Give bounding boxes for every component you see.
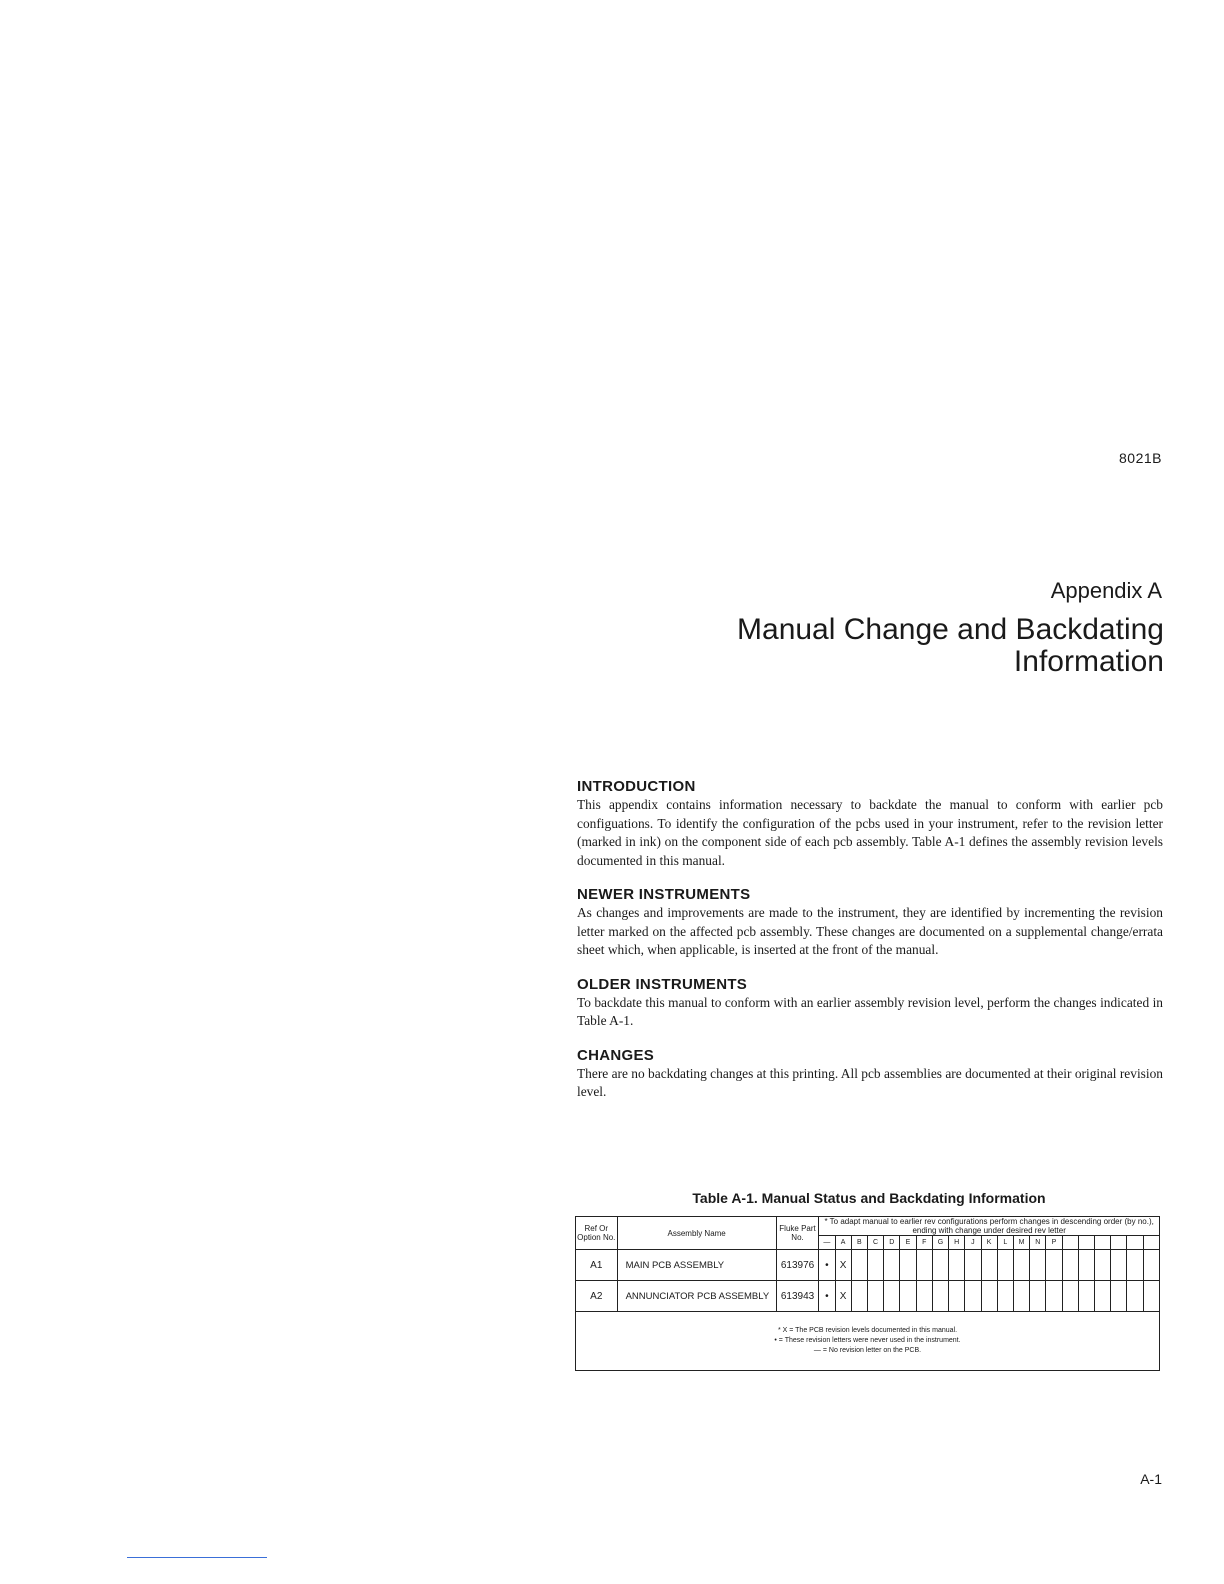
rev-letter-cell: F bbox=[916, 1236, 932, 1250]
body-content bbox=[577, 778, 1163, 1118]
section-heading-newer-instruments: NEWER INSTRUMENTS bbox=[577, 886, 751, 903]
rev-letter-cell bbox=[1095, 1236, 1111, 1250]
table-notes-row bbox=[576, 1312, 1160, 1371]
rev-letter-cell bbox=[1143, 1236, 1159, 1250]
cell-rev-empty bbox=[851, 1281, 867, 1312]
cell-rev-empty bbox=[965, 1250, 981, 1281]
rev-letter-cell: G bbox=[932, 1236, 948, 1250]
note-dot: • = These revision letters were never used in the instrument. bbox=[774, 1337, 961, 1344]
rev-letter-cell bbox=[1127, 1236, 1143, 1250]
cell-rev-empty bbox=[1013, 1281, 1029, 1312]
header-ref: Ref Or Option No. bbox=[576, 1217, 618, 1250]
title-line-2: Information bbox=[1013, 645, 1164, 678]
cell-rev-empty bbox=[949, 1281, 965, 1312]
rev-letter-cell: K bbox=[981, 1236, 997, 1250]
cell-rev-empty bbox=[1013, 1250, 1029, 1281]
table-caption: Table A-1. Manual Status and Backdating Information bbox=[692, 1190, 1046, 1206]
cell-rev-empty bbox=[900, 1281, 916, 1312]
section-body-changes: There are no backdating changes at this printing. All pcb assemblies are documented at their original revision level. bbox=[577, 1065, 1163, 1099]
table-row bbox=[576, 1250, 1160, 1281]
cell-rev-empty bbox=[884, 1250, 900, 1281]
cell-rev-empty bbox=[851, 1250, 867, 1281]
cell-rev-a: X bbox=[835, 1281, 851, 1312]
cell-rev-empty bbox=[997, 1250, 1013, 1281]
table-row bbox=[576, 1281, 1160, 1312]
cell-rev-empty bbox=[997, 1281, 1013, 1312]
rev-letter-cell: H bbox=[949, 1236, 965, 1250]
cell-rev-empty bbox=[932, 1250, 948, 1281]
cell-rev-dash: • bbox=[819, 1281, 835, 1312]
note-x: * X = The PCB revision levels documented in this manual. bbox=[777, 1327, 958, 1334]
cell-rev-empty bbox=[884, 1281, 900, 1312]
cell-rev-empty bbox=[965, 1281, 981, 1312]
rev-letter-cell: E bbox=[900, 1236, 916, 1250]
cell-rev-empty bbox=[867, 1281, 883, 1312]
cell-rev-empty bbox=[981, 1250, 997, 1281]
cell-rev-empty bbox=[949, 1250, 965, 1281]
cell-rev-empty bbox=[1143, 1281, 1159, 1312]
bottom-rule bbox=[127, 1557, 267, 1558]
cell-part-no: 613976 bbox=[776, 1250, 819, 1281]
cell-rev-empty bbox=[1127, 1281, 1143, 1312]
rev-letter-cell: D bbox=[884, 1236, 900, 1250]
cell-rev-empty bbox=[1095, 1250, 1111, 1281]
note-dash: — = No revision letter on the PCB. bbox=[813, 1347, 922, 1354]
cell-assembly-name: ANNUNCIATOR PCB ASSEMBLY bbox=[617, 1281, 776, 1312]
cell-rev-empty bbox=[867, 1250, 883, 1281]
cell-ref: A1 bbox=[576, 1250, 618, 1281]
rev-letter-cell: C bbox=[867, 1236, 883, 1250]
cell-ref: A2 bbox=[576, 1281, 618, 1312]
table-notes bbox=[576, 1312, 1160, 1371]
cell-rev-dash: • bbox=[819, 1250, 835, 1281]
rev-letter-cell: M bbox=[1013, 1236, 1029, 1250]
header-rev-instructions: * To adapt manual to earlier rev configurations perform changes in descending order (by no.), ending with change under desired rev letter bbox=[819, 1217, 1160, 1236]
cell-rev-empty bbox=[916, 1281, 932, 1312]
rev-letter-cell bbox=[1111, 1236, 1127, 1250]
rev-letter-cell: P bbox=[1046, 1236, 1062, 1250]
rev-letter-cell: N bbox=[1030, 1236, 1046, 1250]
appendix-label: Appendix A bbox=[1050, 578, 1162, 603]
rev-letter-cell: — bbox=[819, 1236, 835, 1250]
cell-rev-empty bbox=[1030, 1281, 1046, 1312]
rev-letter-cell: B bbox=[851, 1236, 867, 1250]
cell-rev-empty bbox=[1062, 1250, 1078, 1281]
page-number: A-1 bbox=[1140, 1471, 1162, 1487]
rev-letter-cell bbox=[1078, 1236, 1094, 1250]
cell-rev-empty bbox=[916, 1250, 932, 1281]
cell-rev-empty bbox=[1046, 1281, 1062, 1312]
header-part-no: Fluke Part No. bbox=[776, 1217, 819, 1250]
cell-assembly-name: MAIN PCB ASSEMBLY bbox=[617, 1250, 776, 1281]
backdating-table bbox=[575, 1216, 1160, 1371]
model-number: 8021B bbox=[1119, 450, 1162, 466]
header-assembly-name: Assembly Name bbox=[617, 1217, 776, 1250]
title-line-1: Manual Change and Backdating bbox=[737, 613, 1164, 646]
cell-rev-empty bbox=[1046, 1250, 1062, 1281]
cell-rev-empty bbox=[1143, 1250, 1159, 1281]
cell-rev-empty bbox=[1095, 1281, 1111, 1312]
cell-rev-empty bbox=[1062, 1281, 1078, 1312]
section-body-newer-instruments: As changes and improvements are made to the instrument, they are identified by incrementing the revision letter marked on the affected pcb assembly. These changes are documented on a supplemental change/errata sheet which, when applicable, is inserted at the front of the manual. bbox=[577, 905, 1163, 957]
cell-rev-empty bbox=[981, 1281, 997, 1312]
section-body-introduction: This appendix contains information necessary to backdate the manual to conform with earlier pcb configuations. To identify the configuration of the pcbs used in your instrument, refer to the revision letter (marked in ink) on the component side of each pcb assembly. Table A-1 defines the assembly revision levels documented in this manual. bbox=[577, 797, 1163, 868]
cell-rev-empty bbox=[1111, 1281, 1127, 1312]
cell-part-no: 613943 bbox=[776, 1281, 819, 1312]
rev-letter-cell bbox=[1062, 1236, 1078, 1250]
cell-rev-empty bbox=[932, 1281, 948, 1312]
cell-rev-empty bbox=[1111, 1250, 1127, 1281]
rev-letter-cell: A bbox=[835, 1236, 851, 1250]
cell-rev-empty bbox=[900, 1250, 916, 1281]
rev-letter-cell: J bbox=[965, 1236, 981, 1250]
rev-letter-cell: L bbox=[997, 1236, 1013, 1250]
cell-rev-a: X bbox=[835, 1250, 851, 1281]
cell-rev-empty bbox=[1127, 1250, 1143, 1281]
section-heading-older-instruments: OLDER INSTRUMENTS bbox=[577, 975, 748, 993]
cell-rev-empty bbox=[1030, 1250, 1046, 1281]
section-heading-changes: CHANGES bbox=[577, 1046, 655, 1064]
cell-rev-empty bbox=[1078, 1281, 1094, 1312]
section-heading-introduction: INTRODUCTION bbox=[577, 778, 696, 795]
table-body bbox=[576, 1250, 1160, 1312]
section-body-older-instruments: To backdate this manual to conform with an earlier assembly revision level, perform the changes indicated in Table A-1. bbox=[577, 994, 1163, 1028]
page-title bbox=[564, 614, 1164, 678]
cell-rev-empty bbox=[1078, 1250, 1094, 1281]
table-header-row bbox=[576, 1217, 1160, 1236]
